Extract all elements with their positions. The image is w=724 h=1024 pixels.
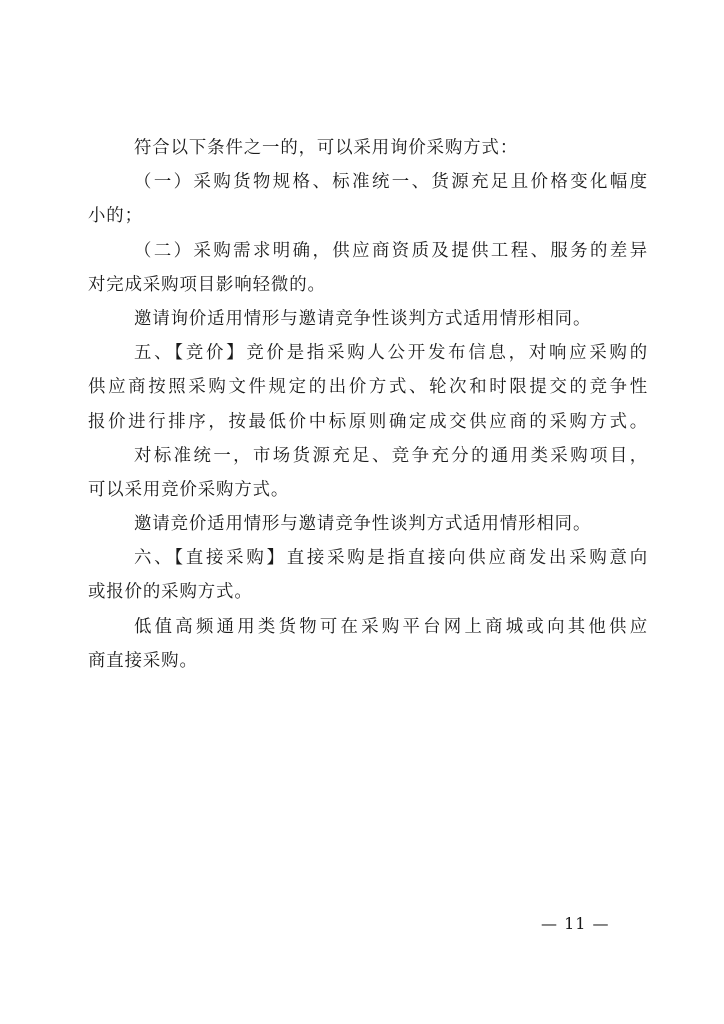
paragraph-line: 或报价的采购方式。 — [88, 582, 253, 603]
body-text — [88, 131, 648, 678]
paragraph-line: （二）采购需求明确，供应商资质及提供工程、服务的差异 — [134, 240, 648, 261]
paragraph-line: 可以采用竞价采购方式。 — [88, 479, 290, 500]
paragraph-line: 商直接采购。 — [88, 650, 198, 671]
paragraph-line: 符合以下条件之一的，可以采用询价采购方式： — [134, 138, 519, 158]
paragraph-line: 小的； — [88, 206, 143, 227]
paragraph-line: 报价进行排序，按最低价中标原则确定成交供应商的采购方式。 — [88, 411, 648, 432]
paragraph-line: 邀请竞价适用情形与邀请竞争性谈判方式适用情形相同。 — [134, 514, 592, 535]
paragraph-line: 低值高频通用类货物可在采购平台网上商城或向其他供应 — [134, 616, 648, 637]
paragraph-line: 五、【竞价】竞价是指采购人公开发布信息，对响应采购的 — [134, 343, 648, 364]
paragraph-line: 对标准统一，市场货源充足、竞争充分的通用类采购项目， — [134, 445, 648, 466]
paragraph-line: 邀请询价适用情形与邀请竞争性谈判方式适用情形相同。 — [134, 308, 592, 329]
paragraph-line: （一）采购货物规格、标准统一、货源充足且价格变化幅度 — [134, 172, 648, 193]
paragraph-line: 六、【直接采购】直接采购是指直接向供应商发出采购意向 — [134, 548, 648, 569]
paragraph-line: 对完成采购项目影响轻微的。 — [88, 274, 326, 295]
page-number: — 11 — — [541, 914, 610, 933]
paragraph-line: 供应商按照采购文件规定的出价方式、轮次和时限提交的竞争性 — [88, 377, 648, 398]
